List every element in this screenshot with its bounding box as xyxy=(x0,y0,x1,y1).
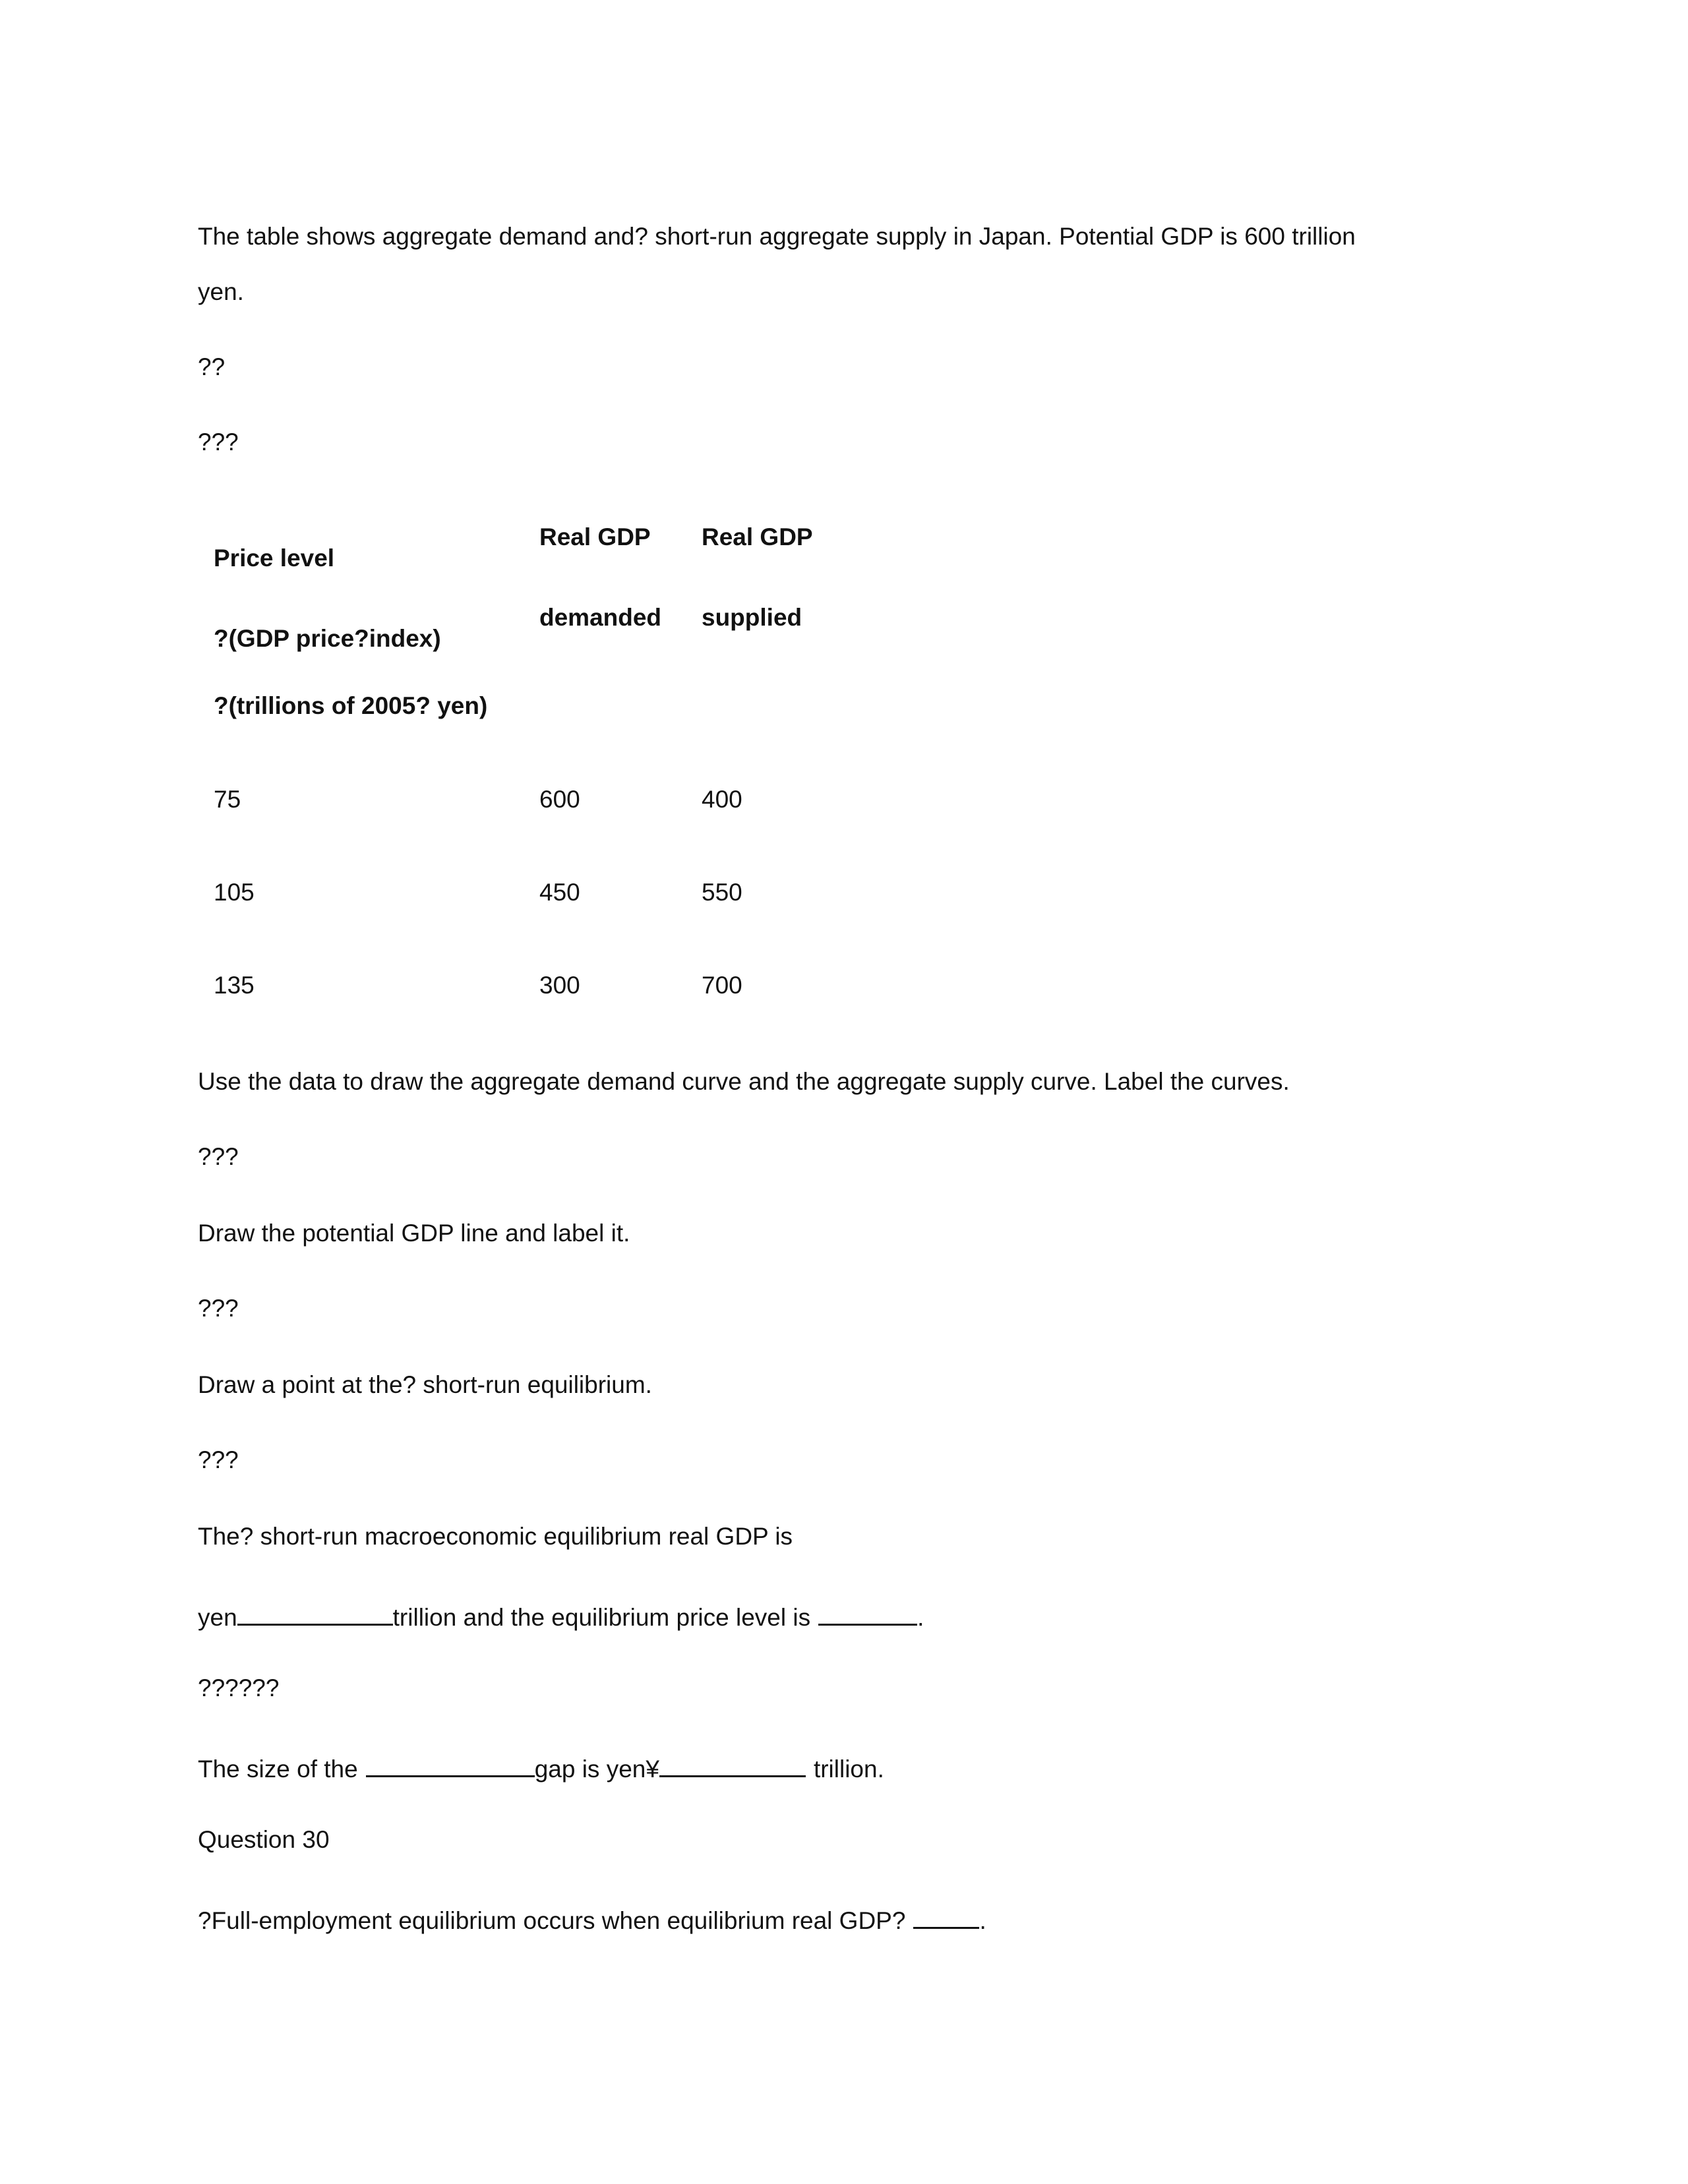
mark-3: ??? xyxy=(198,1143,239,1170)
row-2-price: 105 xyxy=(214,879,255,906)
header-supplied-1: Real GDP xyxy=(702,523,813,550)
mark-6: ?????? xyxy=(198,1674,280,1701)
gap-text-middle: gap is yen¥ xyxy=(534,1756,659,1783)
header-demanded-2: demanded xyxy=(539,604,662,631)
intro-line-1: The table shows aggregate demand and? short-run aggregate supply in Japan. Potential GDP is 600 trillion xyxy=(198,223,1356,250)
row-3-price: 135 xyxy=(214,972,255,999)
header-price-level: Price level xyxy=(214,545,335,572)
header-price-index: ?(GDP price?index) xyxy=(214,625,441,652)
row-3-demanded: 300 xyxy=(539,972,580,999)
answer-text-price-level: trillion and the equilibrium price level is xyxy=(392,1604,811,1632)
answer-prefix-yen: yen xyxy=(198,1604,237,1632)
gap-text-suffix: trillion. xyxy=(813,1756,884,1783)
row-1-supplied: 400 xyxy=(702,786,742,813)
question-30-text: ?Full-employment equilibrium occurs when equilibrium real GDP? xyxy=(198,1907,906,1935)
answer-line-gdp-price xyxy=(198,1601,924,1630)
row-3-supplied: 700 xyxy=(702,972,742,999)
question-30-line xyxy=(198,1904,986,1933)
blank-price-level[interactable] xyxy=(818,1601,917,1626)
header-supplied-2: supplied xyxy=(702,604,802,631)
row-2-supplied: 550 xyxy=(702,879,742,906)
row-2-demanded: 450 xyxy=(539,879,580,906)
period: . xyxy=(917,1604,924,1632)
answer-line-gap xyxy=(198,1752,884,1781)
header-demanded-1: Real GDP xyxy=(539,523,651,550)
blank-full-employment[interactable] xyxy=(913,1904,979,1929)
question-30-title: Question 30 xyxy=(198,1826,330,1853)
mark-4: ??? xyxy=(198,1295,239,1322)
row-1-demanded: 600 xyxy=(539,786,580,813)
mark-1: ?? xyxy=(198,353,226,380)
blank-gap-size[interactable] xyxy=(659,1752,806,1777)
gap-text-prefix: The size of the xyxy=(198,1756,358,1783)
blank-gap-type[interactable] xyxy=(366,1752,535,1777)
question-potential-gdp: Draw the potential GDP line and label it. xyxy=(198,1220,630,1247)
mark-5: ??? xyxy=(198,1446,239,1473)
question-equilibrium-point: Draw a point at the? short-run equilibrium. xyxy=(198,1371,652,1398)
row-1-price: 75 xyxy=(214,786,241,813)
period: . xyxy=(979,1907,986,1935)
question-draw-curves: Use the data to draw the aggregate demand curve and the aggregate supply curve. Label the curves. xyxy=(198,1068,1290,1095)
blank-equilibrium-gdp[interactable] xyxy=(237,1601,393,1626)
intro-line-2: yen. xyxy=(198,278,244,305)
header-price-units: ?(trillions of 2005? yen) xyxy=(214,692,488,719)
mark-2: ??? xyxy=(198,428,239,456)
question-equilibrium-gdp: The? short-run macroeconomic equilibrium real GDP is xyxy=(198,1523,793,1550)
